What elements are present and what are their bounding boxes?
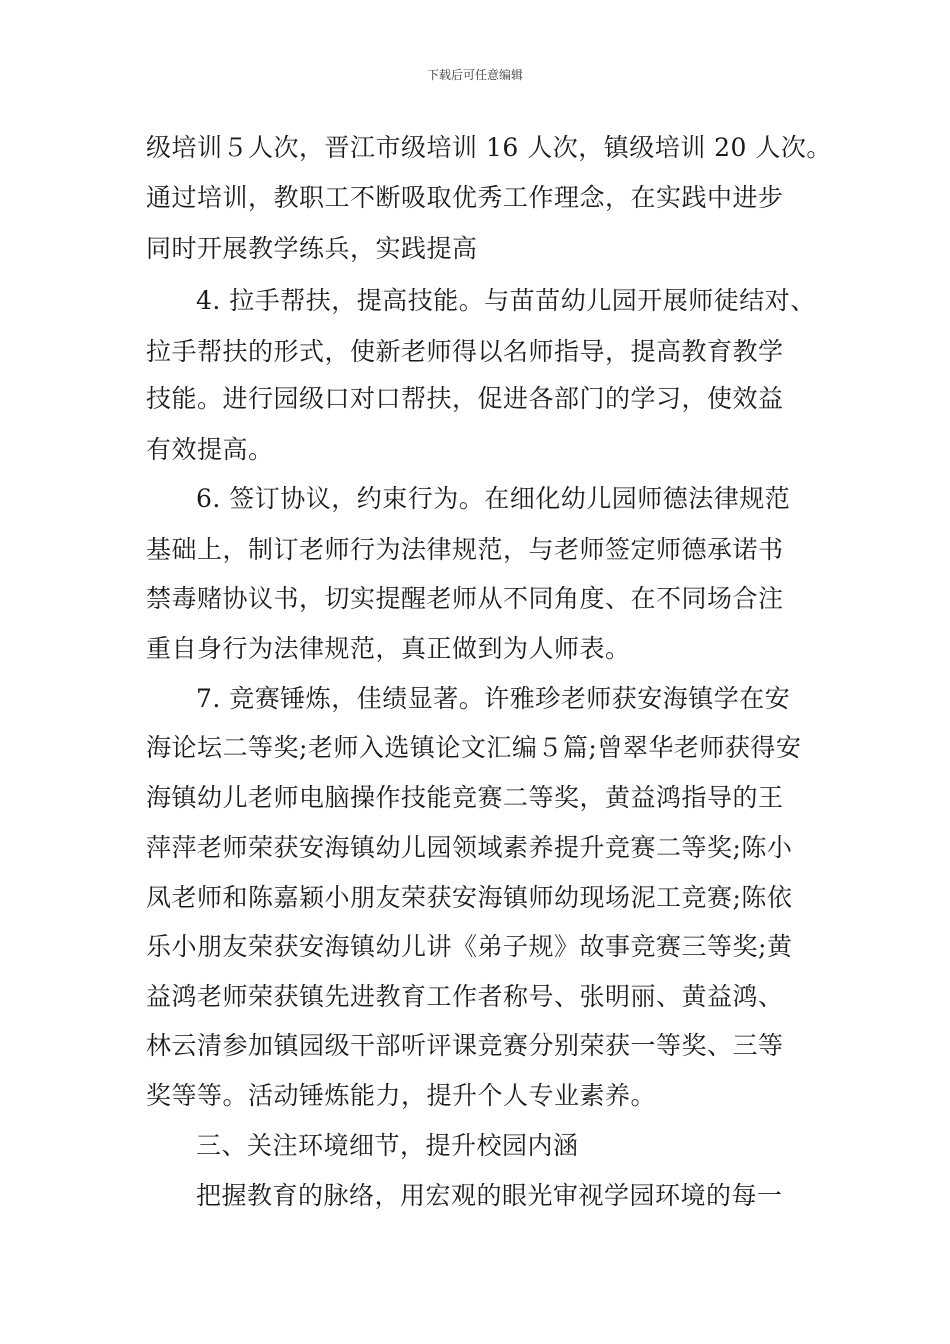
text-line: 奖等等。活动锤炼能力，提升个人专业素养。 xyxy=(146,1081,657,1110)
text-line: 拉手帮扶的形式，使新老师得以名师指导，提高教育教学 xyxy=(146,337,784,366)
text-line: 萍萍老师荣获安海镇幼儿园领域素养提升竞赛二等奖;陈小 xyxy=(146,833,793,862)
text-line: 林云清参加镇园级干部听评课竞赛分别荣获一等奖、三等 xyxy=(146,1031,784,1060)
text-line: 凤老师和陈嘉颖小朋友荣获安海镇师幼现场泥工竞赛;陈依 xyxy=(146,883,793,912)
text-line: 益鸿老师荣获镇先进教育工作者称号、张明丽、黄益鸿、 xyxy=(146,982,784,1011)
text-line: 同时开展教学练兵，实践提高 xyxy=(146,234,478,263)
text-line: 海论坛二等奖;老师入选镇论文汇编５篇;曾翠华老师获得安 xyxy=(146,733,802,762)
text-line: 把握教育的脉络，用宏观的眼光审视学园环境的每一 xyxy=(196,1181,783,1210)
text-line: 基础上，制订老师行为法律规范，与老师签定师德承诺书 xyxy=(146,535,784,564)
page-header: 下载后可任意编辑 xyxy=(426,68,523,82)
text-line: 有效提高。 xyxy=(146,435,274,464)
text-line: 技能。进行园级口对口帮扶，促进各部门的学习，使效益 xyxy=(146,384,784,413)
text-line: 海镇幼儿老师电脑操作技能竞赛二等奖，黄益鸿指导的王 xyxy=(146,783,784,812)
text-line: 禁毒赌协议书，切实提醒老师从不同角度、在不同场合注 xyxy=(146,584,784,613)
text-line: 乐小朋友荣获安海镇幼儿讲《弟子规》故事竞赛三等奖;黄 xyxy=(146,932,793,961)
text-line: 6. 签订协议，约束行为。在细化幼儿园师德法律规范 xyxy=(196,484,791,513)
text-line: 重自身行为法律规范，真正做到为人师表。 xyxy=(146,634,631,663)
text-line: 7. 竞赛锤炼，佳绩显著。许雅珍老师获安海镇学在安 xyxy=(196,684,791,713)
text-line: 4. 拉手帮扶，提高技能。与苗苗幼儿园开展师徒结对、 xyxy=(196,286,816,315)
text-line: 通过培训，教职工不断吸取优秀工作理念，在实践中进步 xyxy=(146,183,784,212)
text-line: 级培训５人次，晋江市级培训 16 人次，镇级培训 20 人次。 xyxy=(146,133,832,162)
section-heading: 三、关注环境细节，提升校园内涵 xyxy=(196,1131,579,1160)
